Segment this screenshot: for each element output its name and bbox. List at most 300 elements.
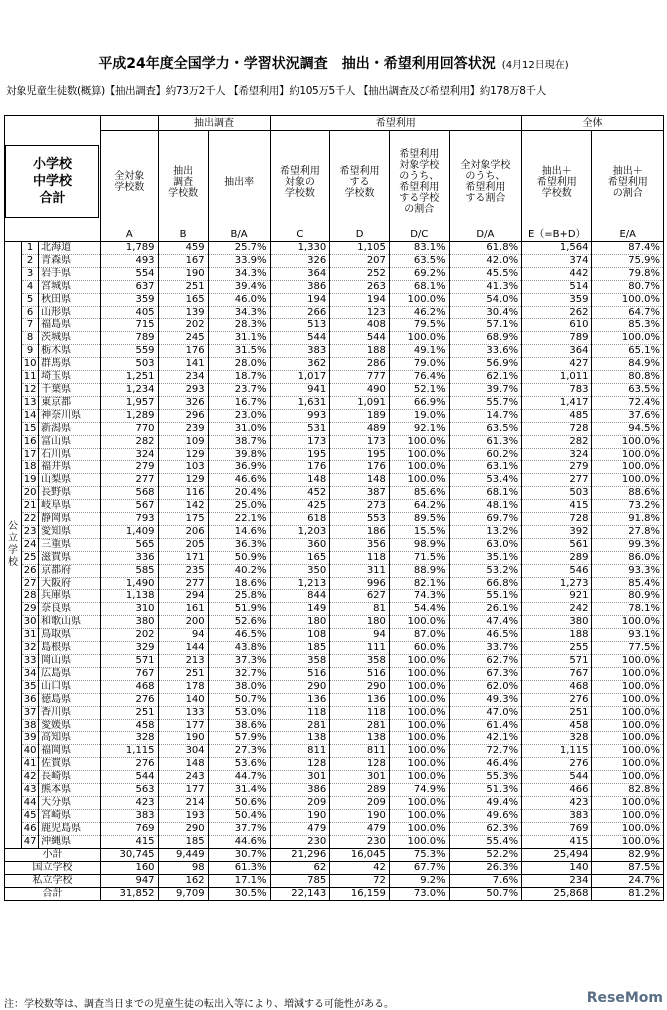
row-number: 2: [22, 254, 39, 267]
cell-value: 136: [270, 693, 330, 706]
row-number: 31: [22, 629, 39, 642]
table-row: [5, 358, 664, 371]
cell-value: 459: [158, 242, 208, 255]
cell-value: 100.0%: [592, 616, 664, 629]
cell-value: 276: [522, 758, 592, 771]
title-text: 平成24年度全国学力・学習状況調査 抽出・希望利用回答状況: [98, 56, 496, 72]
row-number: 46: [22, 822, 39, 835]
cell-value: 100.0%: [389, 822, 449, 835]
cell-value: 276: [100, 758, 158, 771]
table-row: [5, 732, 664, 745]
cell-value: 185: [158, 835, 208, 848]
column-label: A: [100, 227, 158, 242]
cell-value: 386: [270, 280, 330, 293]
cell-value: 544: [100, 771, 158, 784]
cell-value: 60.2%: [449, 448, 522, 461]
table-row: [5, 680, 664, 693]
cell-value: 255: [522, 642, 592, 655]
cell-value: 189: [330, 409, 390, 422]
prefecture-name: 兵庫県: [39, 590, 101, 603]
cell-value: 301: [330, 771, 390, 784]
footnote: 注：学校数等は、調査当日までの児童生徒の転出入等により、増減する可能性がある。: [4, 999, 394, 1010]
table-row: [5, 371, 664, 384]
cell-value: 392: [522, 525, 592, 538]
cell-value: 358: [270, 655, 330, 668]
row-number: 10: [22, 358, 39, 371]
cell-value: 544: [330, 332, 390, 345]
cell-value: 31.1%: [208, 332, 270, 345]
cell-value: 108: [270, 629, 330, 642]
table-row: [5, 706, 664, 719]
cell-value: 49.1%: [389, 345, 449, 358]
cell-value: 202: [100, 629, 158, 642]
cell-value: 71.5%: [389, 551, 449, 564]
table-row: [5, 409, 664, 422]
cell-value: 544: [522, 771, 592, 784]
prefecture-name: 東京都: [39, 396, 101, 409]
cell-value: 46.4%: [449, 758, 522, 771]
summary-label: 私立学校: [5, 875, 101, 888]
summary-label: 小計: [5, 848, 101, 861]
row-number: 47: [22, 835, 39, 848]
table-row: [5, 474, 664, 487]
cell-value: 72: [330, 875, 390, 888]
cell-value: 1,011: [522, 371, 592, 384]
row-number: 17: [22, 448, 39, 461]
cell-value: 479: [330, 822, 390, 835]
summary-row: [5, 861, 664, 874]
cell-value: 100.0%: [592, 461, 664, 474]
column-label: E（=B+D）: [522, 227, 592, 242]
cell-value: 100.0%: [389, 667, 449, 680]
cell-value: 18.7%: [208, 371, 270, 384]
cell-value: 63.5%: [389, 254, 449, 267]
cell-value: 415: [522, 500, 592, 513]
cell-value: 30,745: [100, 848, 158, 861]
cell-value: 100.0%: [592, 474, 664, 487]
cell-value: 324: [522, 448, 592, 461]
cell-value: 251: [158, 667, 208, 680]
row-number: 37: [22, 706, 39, 719]
group-blank: [100, 116, 158, 131]
cell-value: 811: [270, 745, 330, 758]
table-row: [5, 461, 664, 474]
table-row: [5, 551, 664, 564]
cell-value: 129: [158, 474, 208, 487]
cell-value: 55.3%: [449, 771, 522, 784]
cell-value: 39.4%: [208, 280, 270, 293]
table-row: [5, 448, 664, 461]
cell-value: 48.1%: [449, 500, 522, 513]
row-number: 20: [22, 487, 39, 500]
cell-value: 81.2%: [592, 888, 664, 901]
table-row: [5, 564, 664, 577]
cell-value: 129: [158, 448, 208, 461]
cell-value: 252: [330, 267, 390, 280]
row-number: 39: [22, 732, 39, 745]
column-header: 希望利用 対象の 学校数: [270, 131, 330, 228]
cell-value: 188: [330, 345, 390, 358]
cell-value: 136: [330, 693, 390, 706]
prefecture-name: 山形県: [39, 306, 101, 319]
cell-value: 458: [100, 719, 158, 732]
cell-value: 100.0%: [592, 822, 664, 835]
table-row: [5, 796, 664, 809]
row-number: 41: [22, 758, 39, 771]
cell-value: 941: [270, 383, 330, 396]
cell-value: 84.9%: [592, 358, 664, 371]
cell-value: 22,143: [270, 888, 330, 901]
cell-value: 789: [100, 332, 158, 345]
cell-value: 230: [330, 835, 390, 848]
cell-value: 80.7%: [592, 280, 664, 293]
column-label: D/C: [389, 227, 449, 242]
cell-value: 777: [330, 371, 390, 384]
table-body: [5, 242, 664, 901]
cell-value: 148: [330, 474, 390, 487]
cell-value: 100.0%: [389, 771, 449, 784]
cell-value: 266: [270, 306, 330, 319]
cell-value: 100.0%: [389, 835, 449, 848]
cell-value: 178: [158, 680, 208, 693]
cell-value: 118: [330, 551, 390, 564]
cell-value: 13.2%: [449, 525, 522, 538]
cell-value: 100.0%: [389, 332, 449, 345]
cell-value: 173: [330, 435, 390, 448]
cell-value: 42.1%: [449, 732, 522, 745]
cell-value: 161: [158, 603, 208, 616]
cell-value: 263: [330, 280, 390, 293]
cell-value: 35.1%: [449, 551, 522, 564]
cell-value: 32.7%: [208, 667, 270, 680]
cell-value: 87.0%: [389, 629, 449, 642]
cell-value: 311: [330, 564, 390, 577]
table-row: [5, 319, 664, 332]
cell-value: 1,417: [522, 396, 592, 409]
cell-value: 37.3%: [208, 655, 270, 668]
summary-label: 合計: [5, 888, 101, 901]
summary-row: [5, 888, 664, 901]
cell-value: 728: [522, 422, 592, 435]
table-row: [5, 835, 664, 848]
cell-value: 98: [158, 861, 208, 874]
cell-value: 281: [270, 719, 330, 732]
table-row: [5, 254, 664, 267]
cell-value: 767: [100, 667, 158, 680]
cell-value: 68.1%: [449, 487, 522, 500]
row-number: 19: [22, 474, 39, 487]
cell-value: 783: [522, 383, 592, 396]
cell-value: 364: [270, 267, 330, 280]
prefecture-name: 島根県: [39, 642, 101, 655]
cell-value: 63.1%: [449, 461, 522, 474]
cell-value: 310: [100, 603, 158, 616]
cell-value: 193: [158, 809, 208, 822]
cell-value: 41.3%: [449, 280, 522, 293]
cell-value: 55.1%: [449, 590, 522, 603]
cell-value: 79.8%: [592, 267, 664, 280]
table-row: [5, 655, 664, 668]
cell-value: 50.6%: [208, 796, 270, 809]
prefecture-name: 栃木県: [39, 345, 101, 358]
table-row: [5, 719, 664, 732]
cell-value: 358: [330, 655, 390, 668]
cell-value: 290: [270, 680, 330, 693]
cell-value: 177: [158, 719, 208, 732]
cell-value: 93.1%: [592, 629, 664, 642]
cell-value: 60.0%: [389, 642, 449, 655]
cell-value: 251: [158, 280, 208, 293]
cell-value: 85.4%: [592, 577, 664, 590]
row-number: 25: [22, 551, 39, 564]
cell-value: 31.0%: [208, 422, 270, 435]
cell-value: 544: [270, 332, 330, 345]
prefecture-name: 三重県: [39, 538, 101, 551]
cell-value: 26.3%: [449, 861, 522, 874]
row-number: 8: [22, 332, 39, 345]
row-number: 33: [22, 655, 39, 668]
cell-value: 77.5%: [592, 642, 664, 655]
table-row: [5, 525, 664, 538]
prefecture-name: 長崎県: [39, 771, 101, 784]
cell-value: 54.0%: [449, 293, 522, 306]
cell-value: 33.9%: [208, 254, 270, 267]
table-row: [5, 293, 664, 306]
cell-value: 36.3%: [208, 538, 270, 551]
cell-value: 118: [270, 706, 330, 719]
row-number: 23: [22, 525, 39, 538]
cell-value: 1,017: [270, 371, 330, 384]
table-row: [5, 616, 664, 629]
page-title: [0, 53, 667, 73]
cell-value: 67.7%: [389, 861, 449, 874]
cell-value: 61.3%: [449, 435, 522, 448]
cell-value: 7.6%: [449, 875, 522, 888]
cell-value: 24.7%: [592, 875, 664, 888]
cell-value: 39.8%: [208, 448, 270, 461]
prefecture-name: 大阪府: [39, 577, 101, 590]
cell-value: 1,789: [100, 242, 158, 255]
cell-value: 286: [330, 358, 390, 371]
cell-value: 66.8%: [449, 577, 522, 590]
cell-value: 1,213: [270, 577, 330, 590]
cell-value: 46.6%: [208, 474, 270, 487]
prefecture-name: 埼玉県: [39, 371, 101, 384]
cell-value: 16.7%: [208, 396, 270, 409]
cell-value: 728: [522, 513, 592, 526]
cell-value: 190: [158, 732, 208, 745]
cell-value: 490: [330, 383, 390, 396]
cell-value: 141: [158, 358, 208, 371]
cell-value: 176: [158, 345, 208, 358]
row-number: 12: [22, 383, 39, 396]
cell-value: 458: [522, 719, 592, 732]
cell-value: 100.0%: [389, 732, 449, 745]
cell-value: 14.7%: [449, 409, 522, 422]
cell-value: 415: [522, 835, 592, 848]
cell-value: 1,138: [100, 590, 158, 603]
cell-value: 427: [522, 358, 592, 371]
cell-value: 100.0%: [592, 732, 664, 745]
cell-value: 42.0%: [449, 254, 522, 267]
cell-value: 100.0%: [389, 745, 449, 758]
prefecture-name: 茨城県: [39, 332, 101, 345]
prefecture-name: 福岡県: [39, 745, 101, 758]
cell-value: 767: [522, 667, 592, 680]
cell-value: 74.9%: [389, 784, 449, 797]
prefecture-name: 滋賀県: [39, 551, 101, 564]
prefecture-name: 鹿児島県: [39, 822, 101, 835]
cell-value: 74.3%: [389, 590, 449, 603]
cell-value: 324: [100, 448, 158, 461]
cell-value: 209: [330, 796, 390, 809]
column-header: 全対象学校 のうち、 希望利用 する割合: [449, 131, 522, 228]
cell-value: 25,494: [522, 848, 592, 861]
row-number: 32: [22, 642, 39, 655]
row-number: 26: [22, 564, 39, 577]
cell-value: 39.7%: [449, 383, 522, 396]
cell-value: 1,091: [330, 396, 390, 409]
cell-value: 100.0%: [592, 293, 664, 306]
cell-value: 128: [330, 758, 390, 771]
cell-value: 262: [522, 306, 592, 319]
cell-value: 100.0%: [389, 293, 449, 306]
cell-value: 100.0%: [389, 616, 449, 629]
resemom-logo: ReseMom: [567, 988, 663, 1008]
cell-value: 769: [100, 822, 158, 835]
cell-value: 100.0%: [592, 706, 664, 719]
prefecture-name: 和歌山県: [39, 616, 101, 629]
column-header: 抽出 調査 学校数: [158, 131, 208, 228]
cell-value: 64.2%: [389, 500, 449, 513]
summary-label: 国立学校: [5, 861, 101, 874]
cell-value: 214: [158, 796, 208, 809]
cell-value: 100.0%: [592, 693, 664, 706]
cell-value: 209: [270, 796, 330, 809]
cell-value: 100.0%: [389, 448, 449, 461]
cell-value: 14.6%: [208, 525, 270, 538]
cell-value: 627: [330, 590, 390, 603]
table-row: [5, 784, 664, 797]
cell-value: 79.0%: [389, 358, 449, 371]
cell-value: 16,045: [330, 848, 390, 861]
cell-value: 27.8%: [592, 525, 664, 538]
cell-value: 383: [270, 345, 330, 358]
cell-value: 82.1%: [389, 577, 449, 590]
cell-value: 53.4%: [449, 474, 522, 487]
prefecture-name: 愛媛県: [39, 719, 101, 732]
cell-value: 81: [330, 603, 390, 616]
prefecture-name: 新潟県: [39, 422, 101, 435]
cell-value: 94: [330, 629, 390, 642]
column-label: D/A: [449, 227, 522, 242]
cell-value: 176: [270, 461, 330, 474]
cell-value: 190: [158, 267, 208, 280]
prefecture-name: 山梨県: [39, 474, 101, 487]
cell-value: 364: [522, 345, 592, 358]
cell-value: 116: [158, 487, 208, 500]
cell-value: 190: [330, 809, 390, 822]
cell-value: 785: [270, 875, 330, 888]
cell-value: 100.0%: [389, 719, 449, 732]
cell-value: 1,273: [522, 577, 592, 590]
cell-value: 76.4%: [389, 371, 449, 384]
cell-value: 1,115: [100, 745, 158, 758]
cell-value: 50.7%: [208, 693, 270, 706]
cell-value: 100.0%: [592, 809, 664, 822]
cell-value: 100.0%: [389, 693, 449, 706]
cell-value: 289: [522, 551, 592, 564]
cell-value: 326: [270, 254, 330, 267]
cell-value: 423: [100, 796, 158, 809]
cell-value: 165: [270, 551, 330, 564]
cell-value: 62.1%: [449, 371, 522, 384]
cell-value: 326: [158, 396, 208, 409]
cell-value: 33.7%: [449, 642, 522, 655]
cell-value: 17.1%: [208, 875, 270, 888]
cell-value: 423: [522, 796, 592, 809]
cell-value: 513: [270, 319, 330, 332]
cell-value: 296: [158, 409, 208, 422]
table-corner: [5, 116, 101, 242]
prefecture-name: 秋田県: [39, 293, 101, 306]
cell-value: 100.0%: [389, 706, 449, 719]
cell-value: 25,868: [522, 888, 592, 901]
cell-value: 489: [330, 422, 390, 435]
cell-value: 65.1%: [592, 345, 664, 358]
cell-value: 242: [522, 603, 592, 616]
cell-value: 148: [158, 758, 208, 771]
cell-value: 531: [270, 422, 330, 435]
cell-value: 73.0%: [389, 888, 449, 901]
cell-value: 188: [522, 629, 592, 642]
cell-value: 82.8%: [592, 784, 664, 797]
cell-value: 568: [100, 487, 158, 500]
prefecture-name: 宮崎県: [39, 809, 101, 822]
cell-value: 277: [522, 474, 592, 487]
cell-value: 195: [270, 448, 330, 461]
cell-value: 387: [330, 487, 390, 500]
cell-value: 177: [158, 784, 208, 797]
row-number: 34: [22, 667, 39, 680]
cell-value: 380: [522, 616, 592, 629]
table-row: [5, 513, 664, 526]
cell-value: 553: [330, 513, 390, 526]
cell-value: 493: [100, 254, 158, 267]
cell-value: 374: [522, 254, 592, 267]
cell-value: 205: [158, 538, 208, 551]
cell-value: 38.6%: [208, 719, 270, 732]
table-row: [5, 538, 664, 551]
prefecture-name: 宮城県: [39, 280, 101, 293]
row-number: 21: [22, 500, 39, 513]
row-number: 7: [22, 319, 39, 332]
cell-value: 770: [100, 422, 158, 435]
column-header: 抽出＋ 希望利用 学校数: [522, 131, 592, 228]
cell-value: 52.6%: [208, 616, 270, 629]
cell-value: 93.3%: [592, 564, 664, 577]
cell-value: 99.3%: [592, 538, 664, 551]
group-hope: 希望利用: [270, 116, 522, 131]
cell-value: 176: [330, 461, 390, 474]
table-row: [5, 745, 664, 758]
cell-value: 55.7%: [449, 396, 522, 409]
cell-value: 336: [100, 551, 158, 564]
cell-value: 16,159: [330, 888, 390, 901]
cell-value: 516: [270, 667, 330, 680]
public-school-label: 公 立 学 校: [5, 242, 22, 849]
prefecture-name: 石川県: [39, 448, 101, 461]
